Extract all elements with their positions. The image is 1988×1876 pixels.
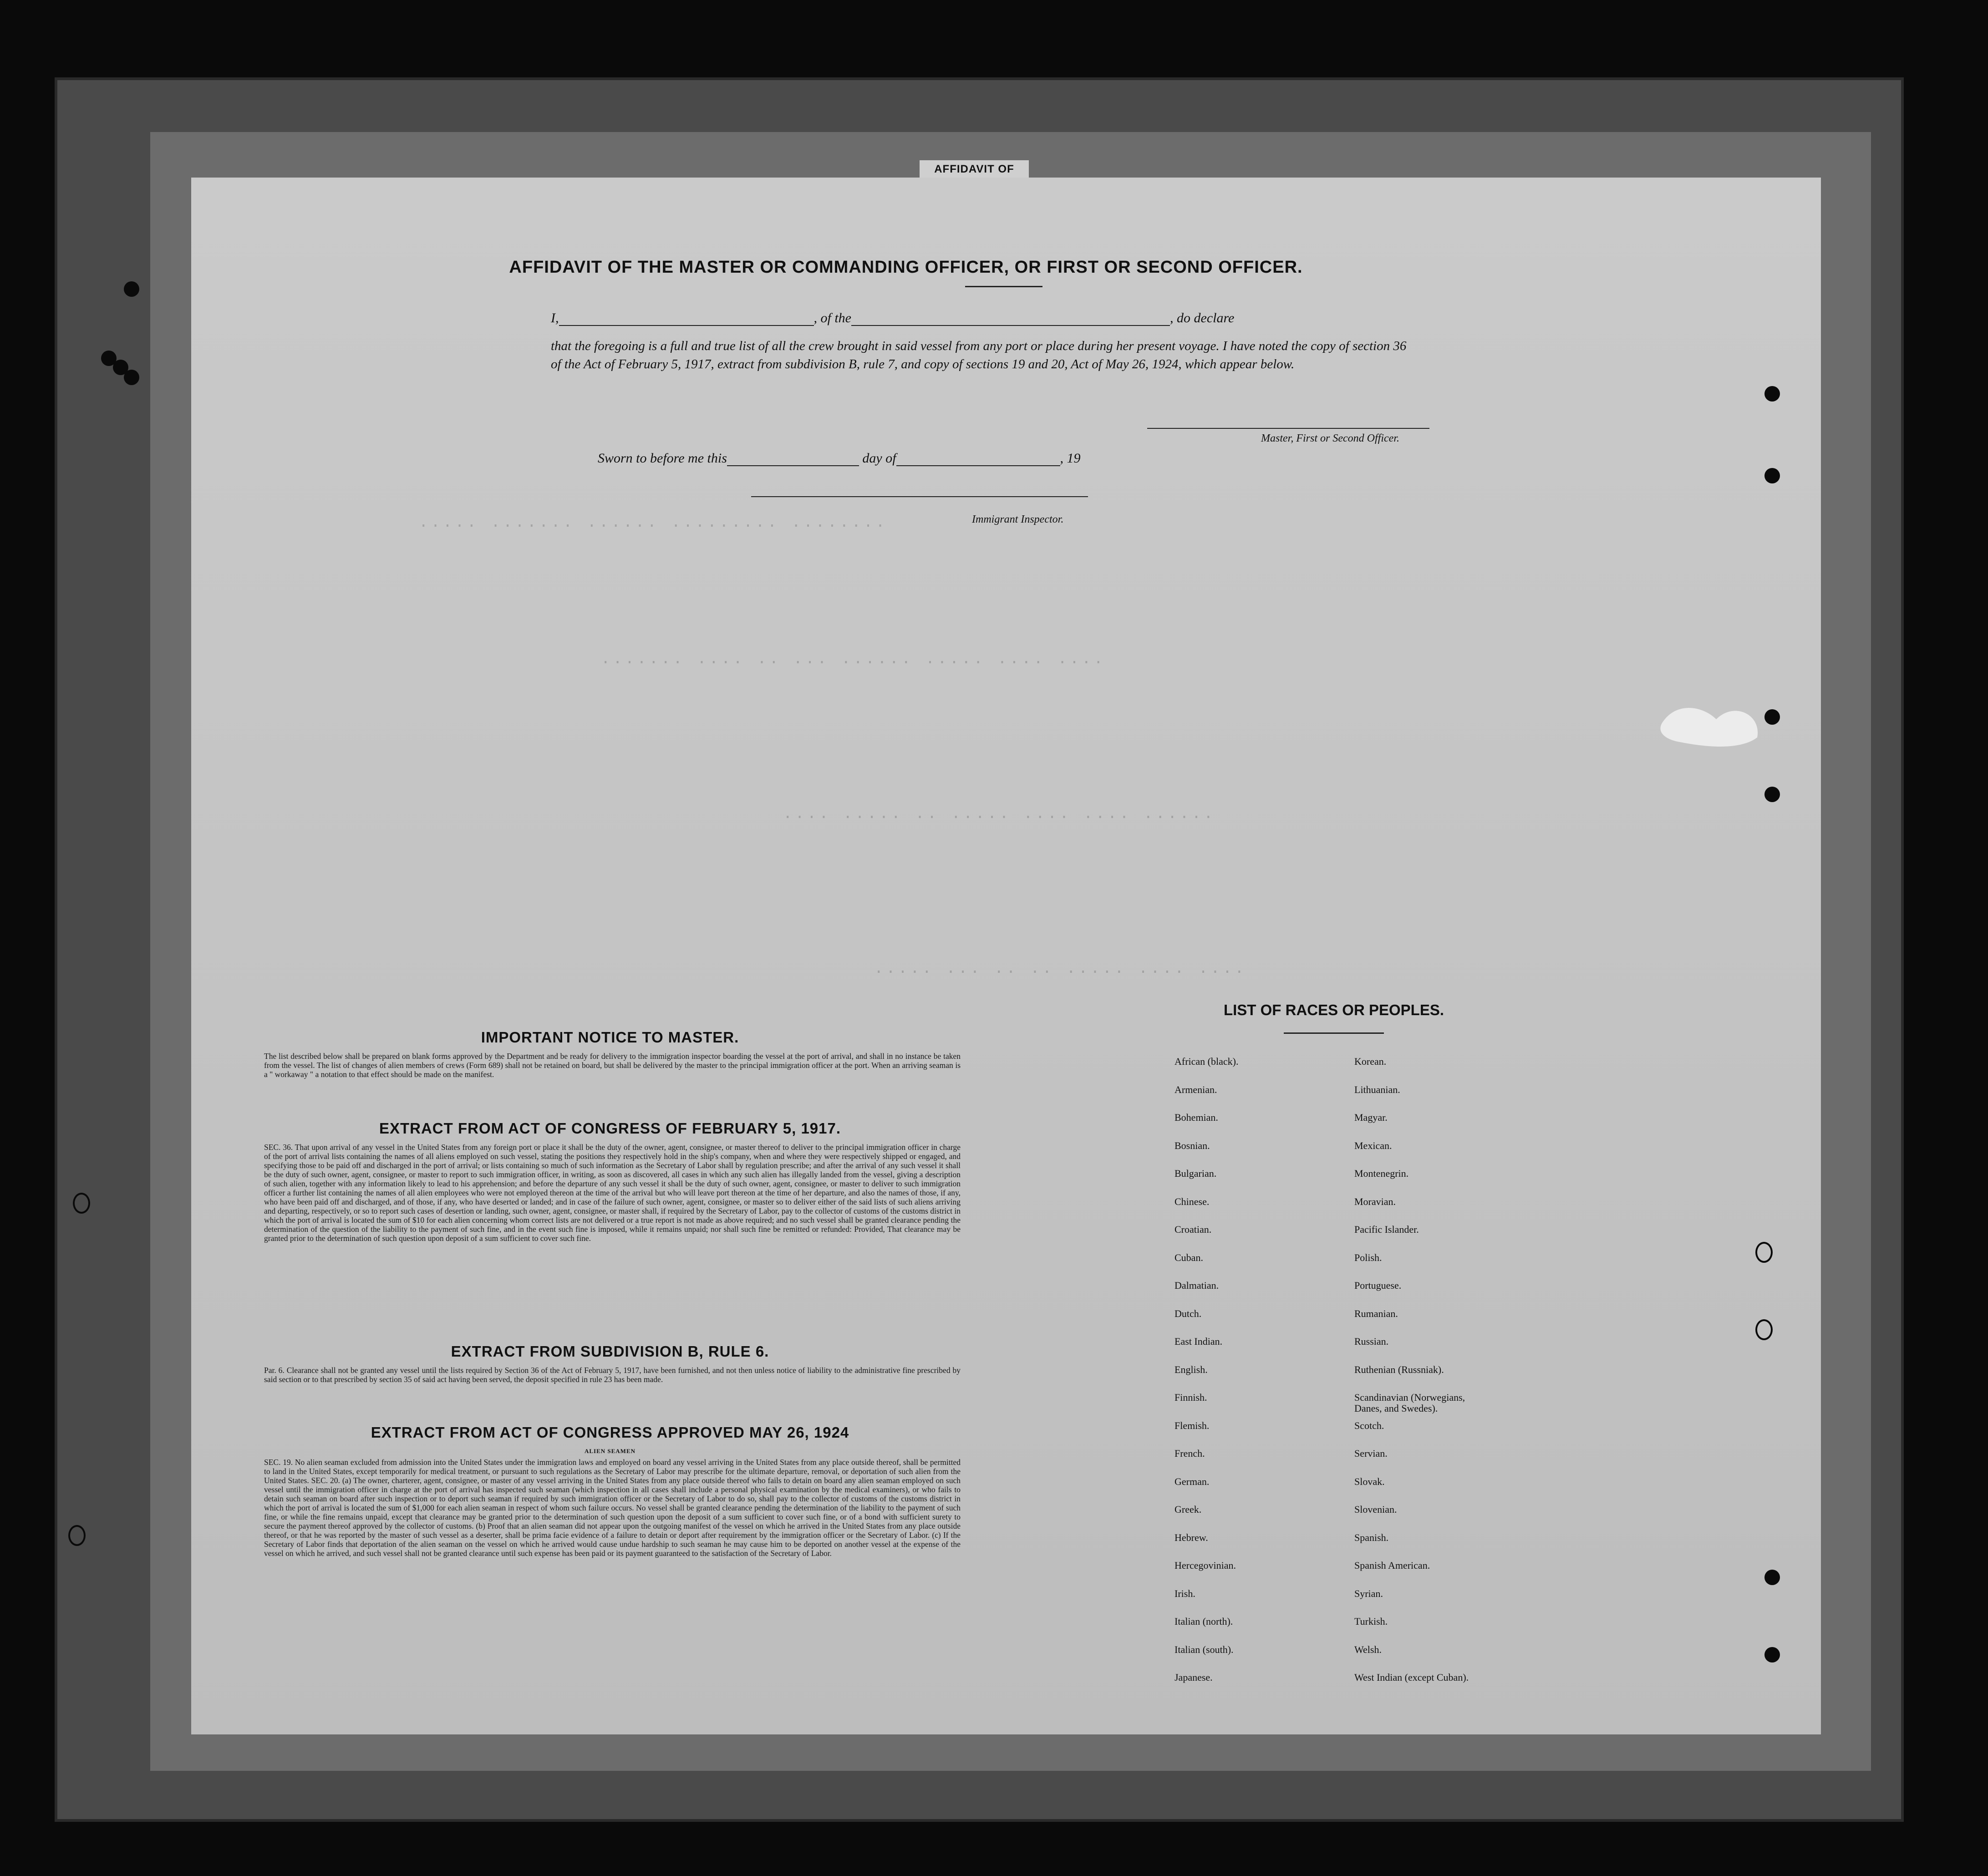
race-item: Bohemian. <box>1174 1112 1218 1123</box>
race-item: Polish. <box>1354 1251 1382 1263</box>
crew-list-form <box>191 178 1821 1734</box>
race-item: Armenian. <box>1174 1083 1217 1095</box>
race-item: West Indian (except Cuban). <box>1354 1672 1469 1683</box>
race-item: Scotch. <box>1354 1419 1384 1431</box>
sworn-line <box>598 451 1081 466</box>
races-right-column <box>1354 1056 1469 1700</box>
race-item: Slovak. <box>1354 1475 1385 1487</box>
race-item: Servian. <box>1354 1448 1388 1459</box>
name-blank[interactable] <box>559 325 814 326</box>
inspector-signature-line[interactable] <box>751 496 1088 497</box>
declaration-body: that the foregoing is a full and true list of all the crew brought in said vessel from any port or place during her present voyage. I have noted the copy of section 36 of the Act of February 5, 1917, extract from subdivision B, rule 7, and copy of sections 19 and 20, Act of May 26, 1924, which appear below. <box>551 339 1407 371</box>
sworn-day-label: day of <box>862 451 896 466</box>
bleed-through-text: ..... ....... ...... ......... ........ <box>419 514 888 532</box>
race-item: Bulgarian. <box>1174 1168 1217 1179</box>
sworn-year-label: , 19 <box>1060 451 1081 466</box>
race-item: Turkish. <box>1354 1616 1388 1627</box>
ring-hole <box>1755 1319 1773 1340</box>
punch-hole <box>124 370 139 385</box>
race-item: Cuban. <box>1174 1251 1203 1263</box>
punch-hole <box>124 281 139 297</box>
punch-hole <box>1764 468 1780 483</box>
race-item: Irish. <box>1174 1587 1195 1599</box>
declaration-prefix: I, <box>551 310 559 325</box>
declaration-mid: , of the <box>814 310 851 325</box>
race-item: Chinese. <box>1174 1195 1210 1207</box>
races-left-column <box>1174 1056 1238 1700</box>
race-item: African (black). <box>1174 1056 1239 1067</box>
sworn-day-blank[interactable] <box>727 465 859 466</box>
inspector-caption: Immigrant Inspector. <box>972 513 1064 525</box>
extract-1917-title: EXTRACT FROM ACT OF CONGRESS OF FEBRUARY 5, 1917. <box>379 1120 841 1137</box>
race-item: Pacific Islander. <box>1354 1224 1419 1235</box>
race-item: Portuguese. <box>1354 1280 1402 1291</box>
vessel-blank[interactable] <box>851 325 1170 326</box>
punch-hole <box>1764 709 1780 725</box>
title-rule <box>965 286 1042 287</box>
declaration-line <box>551 310 1234 326</box>
race-item: Italian (north). <box>1174 1616 1233 1627</box>
punch-hole <box>1764 1647 1780 1662</box>
ring-hole <box>73 1193 90 1214</box>
punch-hole <box>1764 787 1780 802</box>
ring-hole <box>1755 1242 1773 1263</box>
races-rule <box>1284 1032 1384 1034</box>
bleed-through-text: ....... .... .. ... ...... ..... .... .... <box>601 651 1106 668</box>
race-item: Italian (south). <box>1174 1643 1234 1655</box>
race-item: Slovenian. <box>1354 1504 1397 1515</box>
notice-title: IMPORTANT NOTICE TO MASTER. <box>481 1029 739 1046</box>
bleed-through-text: ..... ... .. .. ..... .... .... <box>874 961 1247 978</box>
race-item: Mexican. <box>1354 1139 1392 1151</box>
notice-text: The list described below shall be prepared on blank forms approved by the Department and be ready for delivery to the immigration inspector boarding the vessel at the port of arrival, and shall in no instance be taken from the vessel. The list of changes of alien members of crews (Form 689) shall not be retained on board, but shall be delivered by the master to the principal immigration officer at the port. When an arriving seaman is a " workaway " a notation to that effect should be made on the manifest. <box>264 1052 961 1079</box>
race-item: Magyar. <box>1354 1112 1388 1123</box>
extract-rule6-text: Par. 6. Clearance shall not be granted any vessel until the lists required by Section 36 of the Act of February 5, 1917, have been furnished, and not then unless notice of liability to the administrative fine prescribed by said section or to that prescribed by section 35 of said act having been served, the deposit specified in rule 23 has been made. <box>264 1366 961 1384</box>
race-item: Dutch. <box>1174 1307 1202 1319</box>
bleed-through-text: .... ..... .. ..... .... .... ...... <box>783 806 1216 823</box>
race-item: Moravian. <box>1354 1195 1396 1207</box>
race-item: Japanese. <box>1174 1672 1213 1683</box>
sworn-prefix: Sworn to before me this <box>598 451 727 466</box>
race-item: Russian. <box>1354 1336 1389 1347</box>
extract-1917-text: SEC. 36. That upon arrival of any vessel in the United States from any foreign port or place it shall be the duty of the owner, agent, consignee, or master thereof to deliver to the principal immigration officer in charge of the port of arrival lists containing the names of all aliens employed on such vessel, stating the positions they respectively hold in the ship's company, when and where they were respectively shipped or engaged, and specifying those to be paid off and discharged in the port of arrival; or lists containing so much of such information as the Secretary of Labor shall by regulation prescribe; and after the arrival of any such vessel it shall be the duty of such owner, agent, consignee, or master to report to such immigration officer, in writing, as soon as discovered, all cases in which any such alien has illegally landed from the vessel, giving a description of such alien, together with any information likely to lead to his apprehension; and before the departure of any such vessel it shall be the duty of such owner, agent, consignee, or master to deliver to such immigration officer a further list containing the names of all alien employees who were not employed thereon at the time of the arrival but who will leave port thereon at the time of her departure, and also the names of those, if any, who have been paid off and discharged, and of those, if any, who have deserted or landed; and in case of the failure of such owner, agent, consignee, or master so to deliver either of the said lists of such aliens arriving and departing, respectively, or so to report such cases of desertion or landing, such owner, agent, consignee, or master shall, if required by the Secretary of Labor, pay to the collector of customs of the customs district in which the port of arrival is located the sum of $10 for each alien concerning whom correct lists are not delivered or a true report is not made as above required; and no such vessel shall be granted clearance pending the determination of the question of the liability to the payment of such fine, and in the event such fine is imposed, while it remains unpaid; nor shall such fine be remitted or refunded: Provided, That clearance may be granted prior to the determination of such question upon deposit of a sum sufficient to cover such fine. <box>264 1143 961 1243</box>
race-item: Dalmatian. <box>1174 1280 1219 1291</box>
race-item: Rumanian. <box>1354 1307 1398 1319</box>
race-item: Hercegovinian. <box>1174 1560 1236 1571</box>
extract-1924-title: EXTRACT FROM ACT OF CONGRESS APPROVED MAY 26, 1924 <box>371 1424 849 1441</box>
extract-rule6-title: EXTRACT FROM SUBDIVISION B, RULE 6. <box>451 1343 769 1360</box>
race-item: Spanish. <box>1354 1531 1389 1543</box>
race-item: Ruthenian (Russniak). <box>1354 1363 1444 1375</box>
race-item: Hebrew. <box>1174 1531 1208 1543</box>
race-item: German. <box>1174 1475 1210 1487</box>
race-item: Scandinavian (Norwegians, Danes, and Swedes). <box>1354 1392 1465 1414</box>
ring-hole <box>68 1525 86 1546</box>
race-item: Croatian. <box>1174 1224 1212 1235</box>
race-item: East Indian. <box>1174 1336 1223 1347</box>
declaration-suffix: , do declare <box>1170 310 1235 325</box>
race-item: Welsh. <box>1354 1643 1382 1655</box>
master-signature-line[interactable] <box>1147 428 1429 429</box>
punch-hole <box>1764 1570 1780 1585</box>
race-item: Korean. <box>1354 1056 1387 1067</box>
paper-damage-mark <box>1648 692 1775 760</box>
race-item: Finnish. <box>1174 1392 1207 1403</box>
race-item: Lithuanian. <box>1354 1083 1400 1095</box>
extract-1924-text: SEC. 19. No alien seaman excluded from admission into the United States under the immigration laws and employed on board any vessel arriving in the United States from any place outside thereof, shall be permitted to land in the United States, except temporarily for medical treatment, or pursuant to such regulations as the Secretary of Labor may prescribe for the ultimate departure, removal, or deportation of such alien from the United States. SEC. 20. (a) The owner, charterer, agent, consignee, or master of any vessel arriving in the United States from any place outside thereof who fails to detain on board any alien seaman employed on such vessel until the immigration officer in charge at the port of arrival has inspected such seaman (which inspection in all cases shall include a personal physical examination by the medical examiners), or who fails to detain such seaman on board after such inspection or to deport such seaman if required by such immigration officer or the Secretary of Labor to do so, shall pay to the collector of customs of the customs district in which the port of arrival is located the sum of $1,000 for each alien seaman in respect of whom such failure occurs. No vessel shall be granted clearance pending the determination of the liability to the payment of such fine, or while the fine remains unpaid, except that clearance may be granted prior to the determination of such question upon the deposit of a sum sufficient to cover such fine, or of a bond with sufficient surety to secure the payment thereof approved by the collector of customs. (b) Proof that an alien seaman did not appear upon the outgoing manifest of the vessel on which he arrived in the United States from any place outside thereof, or that he was reported by the master of such vessel as a deserter, shall be prima facie evidence of a failure to detain or deport after requirement by the immigration officer or the Secretary of Labor. (c) If the Secretary of Labor finds that deportation of the alien seaman on the vessel on which he arrived would cause undue hardship to such seaman he may cause him to be deported on another vessel at the expense of the vessel on which he arrived, and such vessel shall not be granted clearance until such expense has been paid or its payment guaranteed to the satisfaction of the Secretary of Labor. <box>264 1458 961 1558</box>
race-item: Flemish. <box>1174 1419 1210 1431</box>
affidavit-title: AFFIDAVIT OF THE MASTER OR COMMANDING OFFICER, OR FIRST OR SECOND OFFICER. <box>509 258 1303 277</box>
race-item: English. <box>1174 1363 1208 1375</box>
race-item: Syrian. <box>1354 1587 1383 1599</box>
races-title: LIST OF RACES OR PEOPLES. <box>1223 1002 1444 1018</box>
race-item: Montenegrin. <box>1354 1168 1409 1179</box>
surgeon-affidavit-tab: AFFIDAVIT OF <box>920 160 1029 178</box>
alien-seamen-subtitle: ALIEN SEAMEN <box>584 1448 636 1454</box>
race-item: French. <box>1174 1448 1205 1459</box>
race-item: Spanish American. <box>1354 1560 1430 1571</box>
race-item: Bosnian. <box>1174 1139 1210 1151</box>
sworn-month-blank[interactable] <box>896 465 1060 466</box>
race-item: Greek. <box>1174 1504 1202 1515</box>
master-caption: Master, First or Second Officer. <box>1261 432 1399 444</box>
punch-hole <box>1764 386 1780 402</box>
